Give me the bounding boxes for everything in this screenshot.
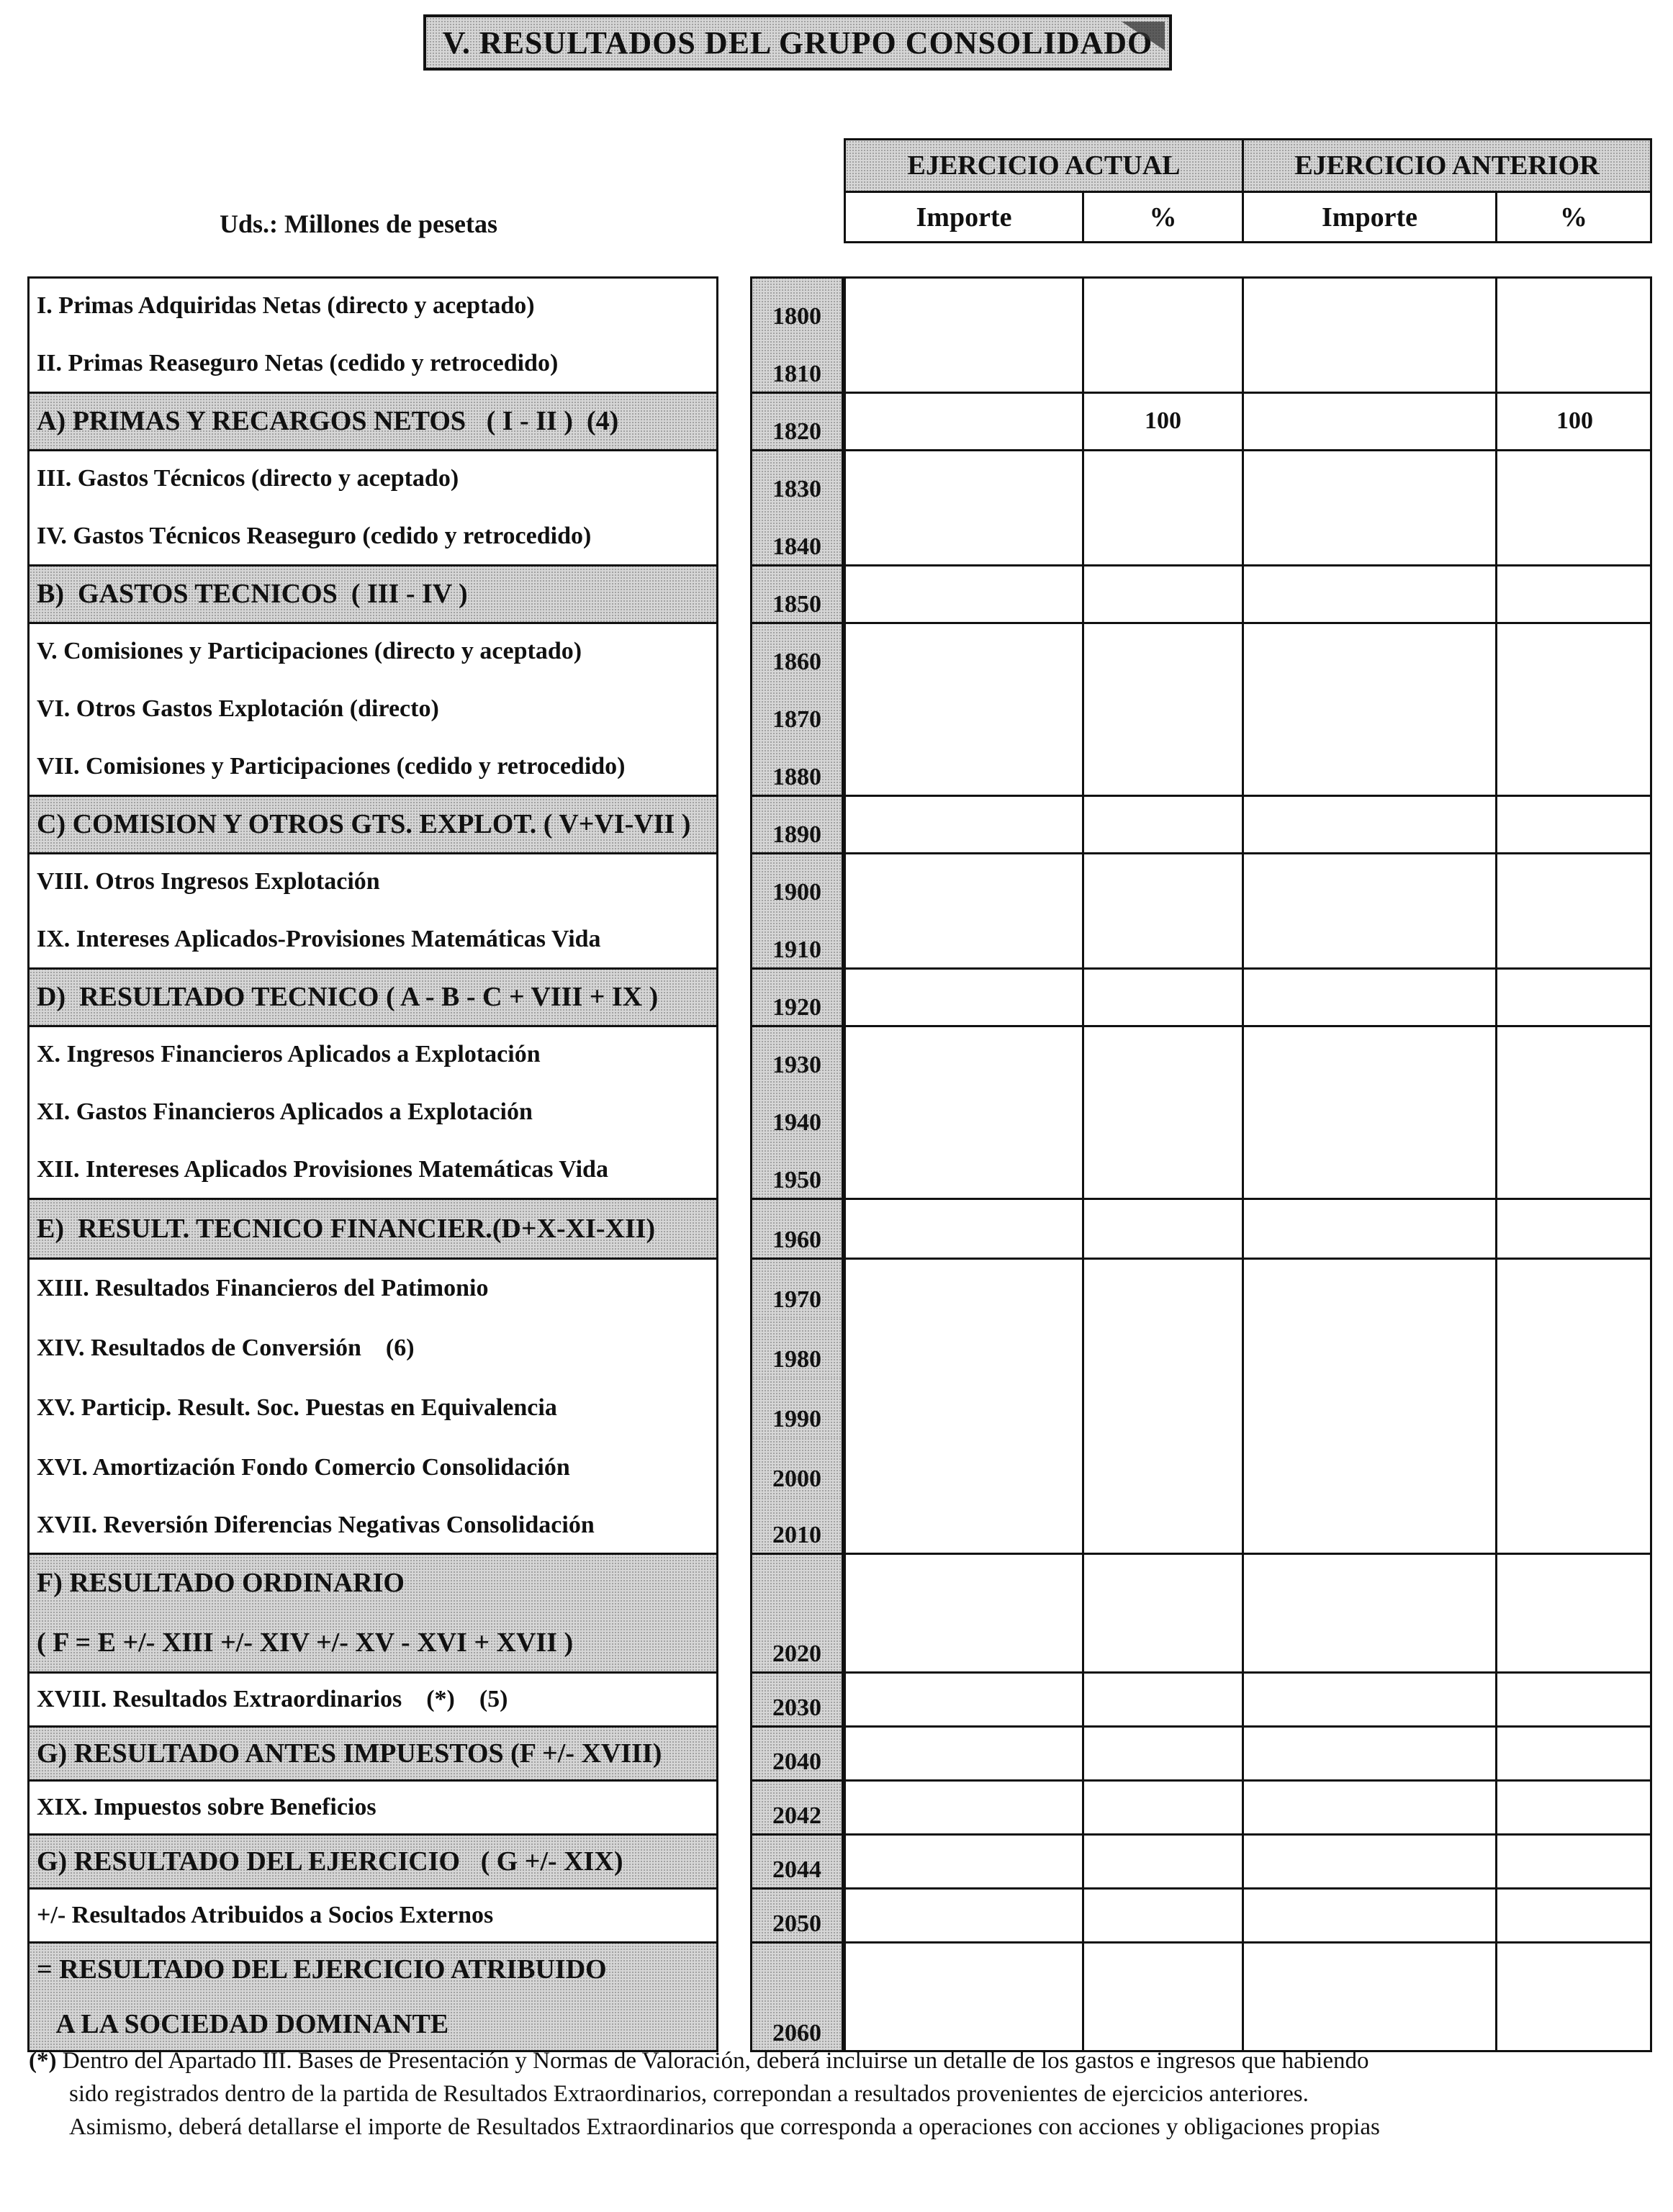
header-previous-year-label: EJERCICIO ANTERIOR xyxy=(1294,150,1600,181)
cell-previous-percent-2050[interactable] xyxy=(1495,1888,1652,1942)
cell-previous-percent-1930[interactable] xyxy=(1495,1026,1652,1083)
cell-current-percent-1930[interactable] xyxy=(1082,1026,1242,1083)
row-label-text: XVI. Amortización Fondo Comercio Consolidación xyxy=(37,1453,570,1481)
row-divider xyxy=(750,622,844,624)
cell-previous-amount-1970[interactable] xyxy=(1242,1258,1495,1318)
row-code-2030: 2030 xyxy=(750,1672,844,1726)
row-code-1980: 1980 xyxy=(750,1318,844,1378)
cell-previous-amount-1860[interactable] xyxy=(1242,623,1495,680)
row-label-text: IX. Intereses Aplicados-Provisiones Matemáticas Vida xyxy=(37,926,601,952)
cell-current-percent-2042[interactable] xyxy=(1082,1780,1242,1834)
row-divider xyxy=(844,852,1652,854)
row-label-text: XV. Particip. Result. Soc. Puestas en Equivalencia xyxy=(37,1394,557,1421)
row-label-text: G) RESULTADO DEL EJERCICIO ( G +/- XIX) xyxy=(37,1846,623,1877)
row-code-1970: 1970 xyxy=(750,1258,844,1318)
cell-current-percent-1980[interactable] xyxy=(1082,1318,1242,1378)
row-label-text: XIX. Impuestos sobre Beneficios xyxy=(37,1793,376,1820)
cell-current-percent-1970[interactable] xyxy=(1082,1258,1242,1318)
header-current-year xyxy=(844,138,1244,193)
cell-previous-amount-1880[interactable] xyxy=(1242,738,1495,795)
row-label-1810 xyxy=(27,335,718,392)
row-label-2050 xyxy=(27,1888,718,1942)
header-previous-percent xyxy=(1495,191,1652,243)
row-divider xyxy=(844,1833,1652,1836)
table-right-border xyxy=(1650,277,1652,2051)
row-divider xyxy=(27,1725,718,1728)
row-label-1970 xyxy=(27,1258,718,1318)
cell-current-amount-1950[interactable] xyxy=(844,1141,1082,1198)
cell-current-amount-2010[interactable] xyxy=(844,1497,1082,1553)
row-code-2040: 2040 xyxy=(750,1726,844,1780)
row-label-1980 xyxy=(27,1318,718,1378)
row-code-1940: 1940 xyxy=(750,1083,844,1141)
row-label-1920 xyxy=(27,968,718,1026)
cell-previous-percent-1970[interactable] xyxy=(1495,1258,1652,1318)
footnote-line-3: Asimismo, deberá detallarse el importe de Resultados Extraordinarios que corresponda a operaciones con acciones y obligaciones propias xyxy=(69,2114,1380,2140)
row-label-2042 xyxy=(27,1780,718,1834)
cell-current-percent-1840[interactable] xyxy=(1082,507,1242,565)
row-divider xyxy=(27,852,718,854)
row-label-1840 xyxy=(27,507,718,565)
row-label-text: A) PRIMAS Y RECARGOS NETOS ( I - II ) (4) xyxy=(37,406,619,436)
row-divider xyxy=(750,1198,844,1200)
cell-previous-amount-1920[interactable] xyxy=(1242,968,1495,1026)
cell-previous-amount-2060[interactable] xyxy=(1242,1942,1495,2051)
row-label-2044 xyxy=(27,1834,718,1888)
row-code-1950: 1950 xyxy=(750,1141,844,1198)
row-label-1860 xyxy=(27,623,718,680)
row-code-1830: 1830 xyxy=(750,450,844,507)
cell-current-amount-1910[interactable] xyxy=(844,911,1082,968)
cell-previous-percent-1940[interactable] xyxy=(1495,1083,1652,1141)
row-code-1890: 1890 xyxy=(750,795,844,853)
row-divider xyxy=(750,564,844,566)
row-label-text: XVII. Reversión Diferencias Negativas Consolidación xyxy=(37,1512,595,1538)
row-divider xyxy=(27,1941,718,1944)
cell-current-amount-1830[interactable] xyxy=(844,450,1082,507)
row-label-text: C) COMISION Y OTROS GTS. EXPLOT. ( V+VI-VII ) xyxy=(37,809,691,839)
header-previous-year xyxy=(1242,138,1652,193)
row-code-1990: 1990 xyxy=(750,1378,844,1437)
page-title-box xyxy=(423,14,1172,71)
cell-previous-percent-1810[interactable] xyxy=(1495,335,1652,392)
cell-current-amount-1800[interactable] xyxy=(844,277,1082,335)
header-current-amount xyxy=(844,191,1084,243)
cell-current-percent-1890[interactable] xyxy=(1082,795,1242,853)
cell-current-amount-2060[interactable] xyxy=(844,1942,1082,2051)
cell-previous-amount-1960[interactable] xyxy=(1242,1198,1495,1258)
cell-previous-amount-1900[interactable] xyxy=(1242,853,1495,911)
cell-previous-amount-1830[interactable] xyxy=(1242,450,1495,507)
header-previous-amount-label: Importe xyxy=(1322,202,1417,233)
row-label-2060 xyxy=(27,1942,718,2051)
cell-previous-amount-1850[interactable] xyxy=(1242,565,1495,623)
cell-current-percent-2050[interactable] xyxy=(1082,1888,1242,1942)
row-divider xyxy=(844,1553,1652,1555)
row-code-1910: 1910 xyxy=(750,911,844,968)
cell-current-percent-2030[interactable] xyxy=(1082,1672,1242,1726)
cell-previous-amount-1870[interactable] xyxy=(1242,680,1495,738)
row-label-text: XIII. Resultados Financieros del Patimonio xyxy=(37,1274,489,1301)
cell-previous-percent-2040[interactable] xyxy=(1495,1726,1652,1780)
cell-previous-percent-2010[interactable] xyxy=(1495,1497,1652,1553)
row-divider xyxy=(750,795,844,797)
cell-current-percent-2000[interactable] xyxy=(1082,1437,1242,1497)
cell-current-amount-2042[interactable] xyxy=(844,1780,1082,1834)
cell-previous-percent-2000[interactable] xyxy=(1495,1437,1652,1497)
footnote-line-1: Dentro del Apartado III. Bases de Presentación y Normas de Valoración, deberá incluirse un detalle de los gastos e ingresos que habiendo xyxy=(62,2048,1369,2074)
row-label-1910 xyxy=(27,911,718,968)
cell-previous-percent-1960[interactable] xyxy=(1495,1198,1652,1258)
row-divider xyxy=(844,276,1652,279)
cell-previous-percent-1830[interactable] xyxy=(1495,450,1652,507)
cell-previous-amount-1940[interactable] xyxy=(1242,1083,1495,1141)
row-label-text: III. Gastos Técnicos (directo y aceptado) xyxy=(37,465,459,492)
cell-current-amount-2044[interactable] xyxy=(844,1834,1082,1888)
row-code-2010: 2010 xyxy=(750,1497,844,1553)
row-divider xyxy=(27,1025,718,1027)
row-code-1810: 1810 xyxy=(750,335,844,392)
row-label-text: VIII. Otros Ingresos Explotación xyxy=(37,868,380,895)
row-divider xyxy=(844,1725,1652,1728)
cell-current-percent-1910[interactable] xyxy=(1082,911,1242,968)
cell-current-amount-2000[interactable] xyxy=(844,1437,1082,1497)
cell-previous-percent-2042[interactable] xyxy=(1495,1780,1652,1834)
row-divider xyxy=(844,1025,1652,1027)
row-divider xyxy=(844,564,1652,566)
row-label-line-2: A LA SOCIEDAD DOMINANTE xyxy=(37,2009,449,2039)
cell-current-percent-2060[interactable] xyxy=(1082,1942,1242,2051)
cell-previous-percent-2020[interactable] xyxy=(1495,1553,1652,1672)
row-label-1900 xyxy=(27,853,718,911)
row-divider xyxy=(844,1671,1652,1674)
cell-previous-percent-1850[interactable] xyxy=(1495,565,1652,623)
cell-current-amount-1970[interactable] xyxy=(844,1258,1082,1318)
cell-current-amount-1870[interactable] xyxy=(844,680,1082,738)
cell-previous-percent-2030[interactable] xyxy=(1495,1672,1652,1726)
row-code-1860: 1860 xyxy=(750,623,844,680)
cell-previous-amount-1910[interactable] xyxy=(1242,911,1495,968)
cell-current-amount-1920[interactable] xyxy=(844,968,1082,1026)
row-divider xyxy=(27,276,718,279)
cell-current-amount-1850[interactable] xyxy=(844,565,1082,623)
cell-current-amount-1980[interactable] xyxy=(844,1318,1082,1378)
cell-current-percent-1950[interactable] xyxy=(1082,1141,1242,1198)
cell-previous-percent-1890[interactable] xyxy=(1495,795,1652,853)
cell-current-percent-1870[interactable] xyxy=(1082,680,1242,738)
cell-previous-percent-1910[interactable] xyxy=(1495,911,1652,968)
cell-previous-percent-1950[interactable] xyxy=(1495,1141,1652,1198)
cell-current-amount-1940[interactable] xyxy=(844,1083,1082,1141)
row-divider xyxy=(750,1258,844,1260)
row-label-2000 xyxy=(27,1437,718,1497)
cell-current-percent-2020[interactable] xyxy=(1082,1553,1242,1672)
row-label-text: II. Primas Reaseguro Netas (cedido y retrocedido) xyxy=(37,350,559,376)
row-divider xyxy=(844,392,1652,394)
row-divider xyxy=(750,852,844,854)
row-label-text: XIV. Resultados de Conversión (6) xyxy=(37,1334,415,1361)
row-label-text: XVIII. Resultados Extraordinarios (*) (5) xyxy=(37,1685,508,1712)
row-divider xyxy=(750,449,844,451)
cell-current-amount-1960[interactable] xyxy=(844,1198,1082,1258)
cell-previous-amount-2050[interactable] xyxy=(1242,1888,1495,1942)
cell-current-percent-2044[interactable] xyxy=(1082,1834,1242,1888)
cell-current-amount-2050[interactable] xyxy=(844,1888,1082,1942)
row-label-1940 xyxy=(27,1083,718,1141)
row-label-2010 xyxy=(27,1497,718,1553)
row-divider xyxy=(750,967,844,970)
row-divider xyxy=(27,622,718,624)
row-divider xyxy=(844,449,1652,451)
cell-current-percent-2010[interactable] xyxy=(1082,1497,1242,1553)
cell-current-percent-1960[interactable] xyxy=(1082,1198,1242,1258)
row-code-1850: 1850 xyxy=(750,565,844,623)
row-label-1930 xyxy=(27,1026,718,1083)
row-divider xyxy=(27,1198,718,1200)
row-divider xyxy=(27,1258,718,1260)
cell-previous-amount-1890[interactable] xyxy=(1242,795,1495,853)
row-label-1820 xyxy=(27,392,718,450)
header-current-percent-label: % xyxy=(1149,202,1177,233)
row-divider xyxy=(844,967,1652,970)
cell-previous-percent-1880[interactable] xyxy=(1495,738,1652,795)
row-label-text: X. Ingresos Financieros Aplicados a Explotación xyxy=(37,1041,541,1067)
row-label-text: IV. Gastos Técnicos Reaseguro (cedido y retrocedido) xyxy=(37,523,592,549)
row-divider xyxy=(27,1779,718,1782)
cell-previous-amount-1930[interactable] xyxy=(1242,1026,1495,1083)
row-label-text: VI. Otros Gastos Explotación (directo) xyxy=(37,695,439,722)
row-code-1820: 1820 xyxy=(750,392,844,450)
row-label-1880 xyxy=(27,738,718,795)
cell-previous-percent-1840[interactable] xyxy=(1495,507,1652,565)
row-label-text: G) RESULTADO ANTES IMPUESTOS (F +/- XVIII) xyxy=(37,1738,662,1769)
cell-current-amount-2040[interactable] xyxy=(844,1726,1082,1780)
row-label-1890 xyxy=(27,795,718,853)
row-divider xyxy=(27,449,718,451)
cell-previous-amount-2044[interactable] xyxy=(1242,1834,1495,1888)
row-divider xyxy=(844,1887,1652,1890)
row-code-1880: 1880 xyxy=(750,738,844,795)
cell-previous-percent-1820[interactable]: 100 xyxy=(1495,392,1652,450)
cell-previous-amount-2040[interactable] xyxy=(1242,1726,1495,1780)
cell-current-amount-1990[interactable] xyxy=(844,1378,1082,1437)
row-divider xyxy=(750,1725,844,1728)
row-label-text: E) RESULT. TECNICO FINANCIER.(D+X-XI-XII) xyxy=(37,1213,656,1244)
row-divider xyxy=(750,276,844,279)
row-label-text: +/- Resultados Atribuidos a Socios Externos xyxy=(37,1901,494,1928)
row-label-line-1: = RESULTADO DEL EJERCICIO ATRIBUIDO xyxy=(37,1954,607,1985)
row-divider xyxy=(27,1671,718,1674)
cell-current-percent-1830[interactable] xyxy=(1082,450,1242,507)
row-label-text: B) GASTOS TECNICOS ( III - IV ) xyxy=(37,579,468,609)
cell-current-percent-1850[interactable] xyxy=(1082,565,1242,623)
title-corner-mark xyxy=(1122,22,1165,50)
row-label-1830 xyxy=(27,450,718,507)
header-previous-percent-label: % xyxy=(1560,202,1587,233)
row-code-2000: 2000 xyxy=(750,1437,844,1497)
cell-current-amount-1930[interactable] xyxy=(844,1026,1082,1083)
cell-previous-percent-1870[interactable] xyxy=(1495,680,1652,738)
cell-previous-amount-1840[interactable] xyxy=(1242,507,1495,565)
cell-previous-percent-1990[interactable] xyxy=(1495,1378,1652,1437)
row-label-1850 xyxy=(27,565,718,623)
row-label-2030 xyxy=(27,1672,718,1726)
cell-previous-percent-2060[interactable] xyxy=(1495,1942,1652,2051)
row-divider xyxy=(27,967,718,970)
footnote-mark: (*) xyxy=(29,2048,57,2074)
cell-current-amount-1860[interactable] xyxy=(844,623,1082,680)
row-divider xyxy=(27,1833,718,1836)
row-label-1800 xyxy=(27,277,718,335)
row-label-text: V. Comisiones y Participaciones (directo y aceptado) xyxy=(37,638,582,664)
row-divider xyxy=(750,1941,844,1944)
cell-previous-amount-1950[interactable] xyxy=(1242,1141,1495,1198)
row-divider xyxy=(750,1025,844,1027)
row-label-text: D) RESULTADO TECNICO ( A - B - C + VIII + IX ) xyxy=(37,982,659,1012)
cell-current-amount-1810[interactable] xyxy=(844,335,1082,392)
row-divider xyxy=(750,1779,844,1782)
cell-previous-percent-1860[interactable] xyxy=(1495,623,1652,680)
row-divider xyxy=(844,1941,1652,1944)
header-current-amount-label: Importe xyxy=(916,202,1012,233)
cell-previous-percent-2044[interactable] xyxy=(1495,1834,1652,1888)
row-code-1800: 1800 xyxy=(750,277,844,335)
row-code-2044: 2044 xyxy=(750,1834,844,1888)
row-code-2042: 2042 xyxy=(750,1780,844,1834)
cell-current-amount-2020[interactable] xyxy=(844,1553,1082,1672)
row-divider xyxy=(750,1833,844,1836)
row-code-1920: 1920 xyxy=(750,968,844,1026)
footnote xyxy=(29,2044,1649,2144)
cell-current-amount-1880[interactable] xyxy=(844,738,1082,795)
cell-current-percent-1940[interactable] xyxy=(1082,1083,1242,1141)
cell-previous-percent-1980[interactable] xyxy=(1495,1318,1652,1378)
cell-current-amount-1820[interactable] xyxy=(844,392,1082,450)
page-title: V. RESULTADOS DEL GRUPO CONSOLIDADO xyxy=(442,24,1153,60)
cell-current-amount-1890[interactable] xyxy=(844,795,1082,853)
cell-previous-amount-2010[interactable] xyxy=(1242,1497,1495,1553)
cell-previous-amount-2020[interactable] xyxy=(1242,1553,1495,1672)
row-divider xyxy=(844,1258,1652,1260)
row-divider xyxy=(844,1779,1652,1782)
cell-previous-amount-2042[interactable] xyxy=(1242,1780,1495,1834)
row-label-1990 xyxy=(27,1378,718,1437)
cell-previous-amount-1800[interactable] xyxy=(1242,277,1495,335)
row-label-1960 xyxy=(27,1198,718,1258)
cell-previous-percent-1900[interactable] xyxy=(1495,853,1652,911)
row-code-1870: 1870 xyxy=(750,680,844,738)
row-code-1930: 1930 xyxy=(750,1026,844,1083)
cell-previous-amount-2030[interactable] xyxy=(1242,1672,1495,1726)
row-label-text: I. Primas Adquiridas Netas (directo y aceptado) xyxy=(37,292,535,319)
row-divider xyxy=(750,1553,844,1555)
cell-current-percent-1990[interactable] xyxy=(1082,1378,1242,1437)
cell-current-amount-1840[interactable] xyxy=(844,507,1082,565)
row-code-1900: 1900 xyxy=(750,853,844,911)
header-current-percent xyxy=(1082,191,1244,243)
row-divider xyxy=(27,564,718,566)
units-label: Uds.: Millones de pesetas xyxy=(220,209,497,238)
row-divider xyxy=(844,795,1652,797)
row-code-1960: 1960 xyxy=(750,1198,844,1258)
cell-current-percent-1920[interactable] xyxy=(1082,968,1242,1026)
row-divider xyxy=(27,1887,718,1890)
cell-current-percent-1860[interactable] xyxy=(1082,623,1242,680)
cell-previous-amount-1980[interactable] xyxy=(1242,1318,1495,1378)
cell-current-percent-2040[interactable] xyxy=(1082,1726,1242,1780)
cell-current-amount-1900[interactable] xyxy=(844,853,1082,911)
footnote-line-2: sido registrados dentro de la partida de Resultados Extraordinarios, correpondan a resultados provenientes de ejercicios anteriores. xyxy=(69,2081,1309,2107)
row-label-2040 xyxy=(27,1726,718,1780)
row-label-line-2: ( F = E +/- XIII +/- XIV +/- XV - XVI + XVII ) xyxy=(37,1627,574,1658)
cell-previous-amount-1810[interactable] xyxy=(1242,335,1495,392)
cell-previous-percent-1920[interactable] xyxy=(1495,968,1652,1026)
cell-current-percent-1900[interactable] xyxy=(1082,853,1242,911)
row-divider xyxy=(750,392,844,394)
row-divider xyxy=(844,622,1652,624)
cell-current-percent-1800[interactable] xyxy=(1082,277,1242,335)
header-previous-amount xyxy=(1242,191,1497,243)
row-code-2060: 2060 xyxy=(750,1942,844,2051)
cell-previous-amount-2000[interactable] xyxy=(1242,1437,1495,1497)
row-divider xyxy=(27,392,718,394)
cell-current-percent-1820[interactable]: 100 xyxy=(1082,392,1242,450)
row-divider xyxy=(27,1553,718,1555)
row-code-2020: 2020 xyxy=(750,1553,844,1672)
row-divider xyxy=(844,1198,1652,1200)
row-label-1870 xyxy=(27,680,718,738)
row-divider xyxy=(27,795,718,797)
row-code-1840: 1840 xyxy=(750,507,844,565)
cell-previous-amount-1820[interactable] xyxy=(1242,392,1495,450)
row-label-text: XII. Intereses Aplicados Provisiones Matemáticas Vida xyxy=(37,1156,608,1183)
cell-current-amount-2030[interactable] xyxy=(844,1672,1082,1726)
row-divider xyxy=(750,1671,844,1674)
cell-current-percent-1880[interactable] xyxy=(1082,738,1242,795)
row-code-2050: 2050 xyxy=(750,1888,844,1942)
row-label-1950 xyxy=(27,1141,718,1198)
cell-previous-percent-1800[interactable] xyxy=(1495,277,1652,335)
cell-previous-amount-1990[interactable] xyxy=(1242,1378,1495,1437)
row-label-text: VII. Comisiones y Participaciones (cedido y retrocedido) xyxy=(37,753,626,780)
row-divider xyxy=(750,1887,844,1890)
row-label-2020 xyxy=(27,1553,718,1672)
row-label-text: XI. Gastos Financieros Aplicados a Explotación xyxy=(37,1098,533,1125)
header-current-year-label: EJERCICIO ACTUAL xyxy=(907,150,1181,181)
cell-current-percent-1810[interactable] xyxy=(1082,335,1242,392)
row-label-line-1: F) RESULTADO ORDINARIO xyxy=(37,1568,405,1599)
